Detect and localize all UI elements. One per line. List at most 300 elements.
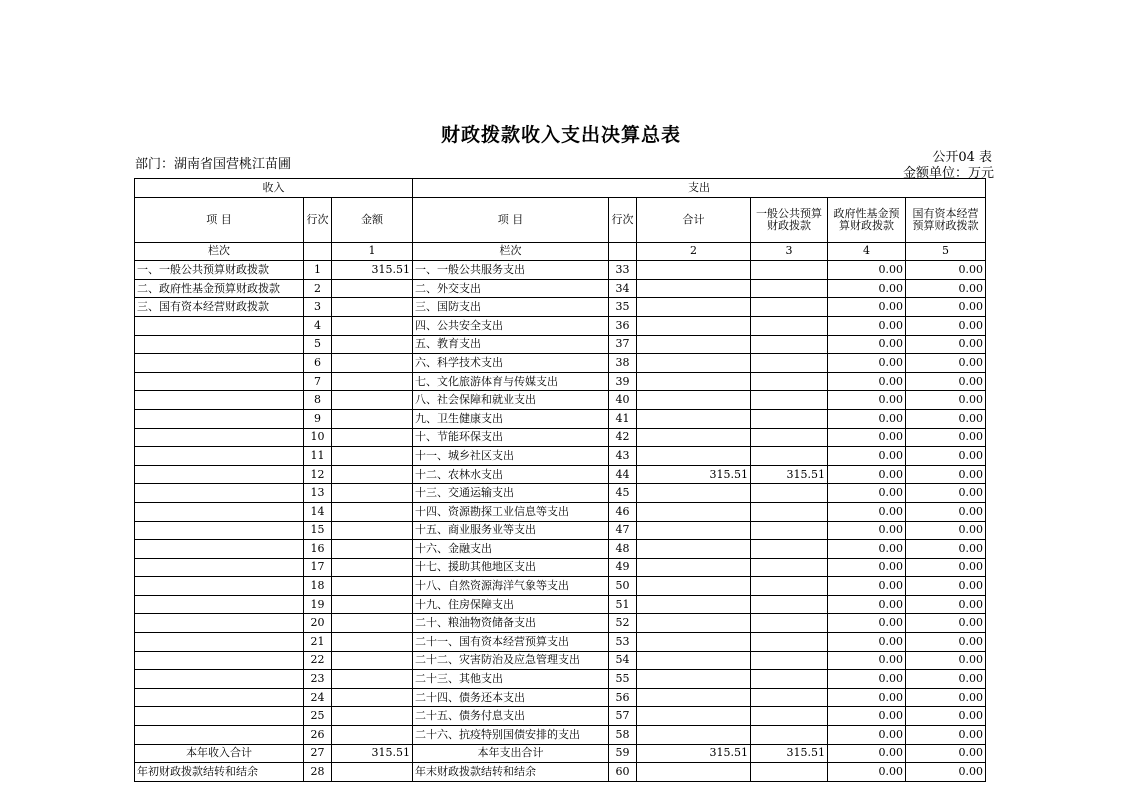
income-amount: 315.51 [332, 744, 413, 763]
expense-row-no: 58 [609, 726, 637, 745]
income-item: 年初财政拨款结转和结余 [135, 763, 304, 782]
income-amount [332, 484, 413, 503]
general-budget-amount [751, 763, 828, 782]
expense-item: 五、教育支出 [413, 335, 609, 354]
gov-fund-amount: 0.00 [828, 726, 906, 745]
income-item [135, 465, 304, 484]
income-row-no: 9 [304, 409, 332, 428]
gov-fund-amount: 0.00 [828, 670, 906, 689]
income-item: 三、国有资本经营财政拨款 [135, 298, 304, 317]
income-item: 本年收入合计 [135, 744, 304, 763]
table-row [135, 595, 986, 614]
state-capital-amount: 0.00 [906, 633, 986, 652]
expense-total [637, 261, 751, 280]
expense-item: 七、文化旅游体育与传媒支出 [413, 372, 609, 391]
general-budget-amount [751, 540, 828, 559]
income-row-no: 7 [304, 372, 332, 391]
income-amount [332, 279, 413, 298]
expense-total [637, 726, 751, 745]
gov-fund-amount: 0.00 [828, 688, 906, 707]
income-row-no: 24 [304, 688, 332, 707]
expense-header: 支出 [413, 179, 986, 198]
gov-fund-amount: 0.00 [828, 521, 906, 540]
income-amount [332, 688, 413, 707]
expense-total [637, 354, 751, 373]
state-capital-amount: 0.00 [906, 298, 986, 317]
gov-fund-amount: 0.00 [828, 744, 906, 763]
general-budget-amount [751, 335, 828, 354]
general-budget-amount [751, 298, 828, 317]
expense-total [637, 502, 751, 521]
income-item [135, 670, 304, 689]
general-budget-header: 一般公共预算财政拨款 [751, 197, 828, 242]
gov-fund-amount: 0.00 [828, 279, 906, 298]
table-row [135, 763, 986, 782]
gov-fund-amount: 0.00 [828, 502, 906, 521]
state-capital-amount: 0.00 [906, 372, 986, 391]
expense-total [637, 279, 751, 298]
expense-rowno-header: 行次 [609, 197, 637, 242]
income-item [135, 521, 304, 540]
expense-total [637, 633, 751, 652]
total-header: 合计 [637, 197, 751, 242]
table-row [135, 521, 986, 540]
state-capital-amount: 0.00 [906, 614, 986, 633]
expense-row-no: 38 [609, 354, 637, 373]
income-amount: 315.51 [332, 261, 413, 280]
income-amount [332, 391, 413, 410]
expense-item: 二十一、国有资本经营预算支出 [413, 633, 609, 652]
expense-row-no: 43 [609, 447, 637, 466]
expense-total [637, 577, 751, 596]
income-item [135, 335, 304, 354]
expense-total: 315.51 [637, 744, 751, 763]
expense-item: 十二、农林水支出 [413, 465, 609, 484]
expense-total [637, 595, 751, 614]
state-capital-amount: 0.00 [906, 279, 986, 298]
income-amount [332, 447, 413, 466]
income-item [135, 428, 304, 447]
gov-fund-amount: 0.00 [828, 595, 906, 614]
table-row [135, 670, 986, 689]
income-header: 收入 [135, 179, 413, 198]
expense-total: 315.51 [637, 465, 751, 484]
income-amount [332, 633, 413, 652]
expense-row-no: 56 [609, 688, 637, 707]
expense-total [637, 614, 751, 633]
income-row-no: 22 [304, 651, 332, 670]
expense-row-no: 36 [609, 316, 637, 335]
table-row [135, 409, 986, 428]
expense-item: 二十五、债务付息支出 [413, 707, 609, 726]
expense-total [637, 391, 751, 410]
income-row-no: 12 [304, 465, 332, 484]
expense-row-no: 54 [609, 651, 637, 670]
expense-item: 二、外交支出 [413, 279, 609, 298]
state-capital-amount: 0.00 [906, 316, 986, 335]
general-budget-amount [751, 558, 828, 577]
general-budget-amount [751, 707, 828, 726]
general-budget-amount [751, 316, 828, 335]
state-capital-amount: 0.00 [906, 540, 986, 559]
expense-item: 十七、援助其他地区支出 [413, 558, 609, 577]
expense-item-header: 项 目 [413, 197, 609, 242]
income-row-no: 23 [304, 670, 332, 689]
expense-item: 八、社会保障和就业支出 [413, 391, 609, 410]
expense-total [637, 298, 751, 317]
expense-total [637, 521, 751, 540]
expense-row-no: 51 [609, 595, 637, 614]
income-row-no: 15 [304, 521, 332, 540]
expense-row-no: 55 [609, 670, 637, 689]
income-item [135, 595, 304, 614]
state-capital-amount: 0.00 [906, 651, 986, 670]
income-amount [332, 316, 413, 335]
general-budget-amount [751, 279, 828, 298]
general-budget-amount [751, 409, 828, 428]
table-row [135, 391, 986, 410]
income-item [135, 354, 304, 373]
income-amount [332, 707, 413, 726]
income-rowno-header: 行次 [304, 197, 332, 242]
table-row [135, 502, 986, 521]
income-item [135, 447, 304, 466]
expense-row-no: 41 [609, 409, 637, 428]
state-capital-amount: 0.00 [906, 391, 986, 410]
table-row [135, 577, 986, 596]
expense-total [637, 558, 751, 577]
gov-fund-amount: 0.00 [828, 558, 906, 577]
expense-total [637, 540, 751, 559]
state-capital-header: 国有资本经营预算财政拨款 [906, 197, 986, 242]
income-amount [332, 428, 413, 447]
income-item [135, 484, 304, 503]
income-row-no: 2 [304, 279, 332, 298]
income-row-no: 8 [304, 391, 332, 410]
table-row [135, 316, 986, 335]
state-capital-amount: 0.00 [906, 577, 986, 596]
gov-fund-amount: 0.00 [828, 484, 906, 503]
expense-row-no: 40 [609, 391, 637, 410]
table-row [135, 540, 986, 559]
expense-item: 十四、资源勘探工业信息等支出 [413, 502, 609, 521]
income-amount [332, 502, 413, 521]
table-row [135, 372, 986, 391]
expense-row-no: 34 [609, 279, 637, 298]
income-item [135, 409, 304, 428]
expense-item: 十、节能环保支出 [413, 428, 609, 447]
income-amount [332, 540, 413, 559]
income-amount [332, 651, 413, 670]
expense-row-no: 47 [609, 521, 637, 540]
general-budget-amount [751, 354, 828, 373]
income-amount [332, 670, 413, 689]
expense-row-no: 49 [609, 558, 637, 577]
income-row-no: 11 [304, 447, 332, 466]
expense-row-no: 39 [609, 372, 637, 391]
table-row [135, 726, 986, 745]
income-item [135, 577, 304, 596]
income-item [135, 502, 304, 521]
general-budget-amount [751, 521, 828, 540]
state-capital-amount: 0.00 [906, 521, 986, 540]
form-number: 公开04 表 [932, 150, 992, 165]
table-row [135, 335, 986, 354]
gov-fund-amount: 0.00 [828, 763, 906, 782]
income-row-no: 6 [304, 354, 332, 373]
col-1-index: 1 [332, 242, 413, 261]
expense-row-no: 48 [609, 540, 637, 559]
gov-fund-amount: 0.00 [828, 540, 906, 559]
income-row-no: 17 [304, 558, 332, 577]
expense-total [637, 670, 751, 689]
column-index-row [135, 242, 986, 261]
state-capital-amount: 0.00 [906, 688, 986, 707]
general-budget-amount [751, 670, 828, 689]
col-4-index: 4 [828, 242, 906, 261]
table-row [135, 428, 986, 447]
state-capital-amount: 0.00 [906, 595, 986, 614]
state-capital-amount: 0.00 [906, 484, 986, 503]
general-budget-amount [751, 372, 828, 391]
gov-fund-amount: 0.00 [828, 409, 906, 428]
income-item-header: 项 目 [135, 197, 304, 242]
expense-item: 十五、商业服务业等支出 [413, 521, 609, 540]
income-item: 二、政府性基金预算财政拨款 [135, 279, 304, 298]
expense-item: 四、公共安全支出 [413, 316, 609, 335]
table-row [135, 298, 986, 317]
gov-fund-amount: 0.00 [828, 465, 906, 484]
expense-item: 二十六、抗疫特别国债安排的支出 [413, 726, 609, 745]
department-label: 部门：湖南省国营桃江苗圃 [135, 157, 292, 172]
table-row [135, 465, 986, 484]
income-row-no: 16 [304, 540, 332, 559]
table-row [135, 279, 986, 298]
expense-row-no: 52 [609, 614, 637, 633]
expense-item: 十六、金融支出 [413, 540, 609, 559]
state-capital-amount: 0.00 [906, 763, 986, 782]
income-row-no: 26 [304, 726, 332, 745]
state-capital-amount: 0.00 [906, 726, 986, 745]
expense-total [637, 316, 751, 335]
expense-item: 十三、交通运输支出 [413, 484, 609, 503]
expense-item: 年末财政拨款结转和结余 [413, 763, 609, 782]
income-row-no: 27 [304, 744, 332, 763]
expense-row-no: 50 [609, 577, 637, 596]
income-amount [332, 577, 413, 596]
header-row-2 [135, 197, 986, 242]
state-capital-amount: 0.00 [906, 744, 986, 763]
general-budget-amount [751, 391, 828, 410]
income-row-no: 20 [304, 614, 332, 633]
table-row [135, 633, 986, 652]
expense-row-no: 57 [609, 707, 637, 726]
income-item [135, 372, 304, 391]
expense-item: 十八、自然资源海洋气象等支出 [413, 577, 609, 596]
general-budget-amount [751, 261, 828, 280]
expense-item: 十一、城乡社区支出 [413, 447, 609, 466]
page-title: 财政拨款收入支出决算总表 [440, 124, 681, 146]
expense-item: 二十三、其他支出 [413, 670, 609, 689]
income-amount [332, 409, 413, 428]
income-row-no: 4 [304, 316, 332, 335]
gov-fund-amount: 0.00 [828, 335, 906, 354]
state-capital-amount: 0.00 [906, 670, 986, 689]
expense-total [637, 372, 751, 391]
table-row [135, 447, 986, 466]
expense-item: 三、国防支出 [413, 298, 609, 317]
income-amount [332, 372, 413, 391]
expense-row-no: 37 [609, 335, 637, 354]
unit-label: 金额单位：万元 [902, 166, 994, 181]
expense-item: 二十、粮油物资储备支出 [413, 614, 609, 633]
state-capital-amount: 0.00 [906, 335, 986, 354]
header-row-1 [135, 179, 986, 198]
income-amount [332, 595, 413, 614]
expense-row-no: 44 [609, 465, 637, 484]
expense-row-no: 60 [609, 763, 637, 782]
table-row [135, 484, 986, 503]
income-amount [332, 335, 413, 354]
table-row [135, 744, 986, 763]
state-capital-amount: 0.00 [906, 707, 986, 726]
state-capital-amount: 0.00 [906, 558, 986, 577]
state-capital-amount: 0.00 [906, 465, 986, 484]
income-amount [332, 614, 413, 633]
expense-row-no: 53 [609, 633, 637, 652]
expense-item: 本年支出合计 [413, 744, 609, 763]
income-row-no: 28 [304, 763, 332, 782]
expense-row-no: 45 [609, 484, 637, 503]
budget-summary-table [134, 178, 986, 782]
expense-item: 二十二、灾害防治及应急管理支出 [413, 651, 609, 670]
table-row [135, 614, 986, 633]
gov-fund-amount: 0.00 [828, 707, 906, 726]
gov-fund-header: 政府性基金预算财政拨款 [828, 197, 906, 242]
expense-total [637, 707, 751, 726]
general-budget-amount [751, 484, 828, 503]
income-amount [332, 354, 413, 373]
col-3-index: 3 [751, 242, 828, 261]
income-item [135, 651, 304, 670]
table-row [135, 354, 986, 373]
expense-total [637, 409, 751, 428]
state-capital-amount: 0.00 [906, 354, 986, 373]
general-budget-amount [751, 688, 828, 707]
income-amount [332, 298, 413, 317]
state-capital-amount: 0.00 [906, 409, 986, 428]
general-budget-amount [751, 502, 828, 521]
gov-fund-amount: 0.00 [828, 261, 906, 280]
expense-row-no: 42 [609, 428, 637, 447]
general-budget-amount [751, 726, 828, 745]
expense-total [637, 335, 751, 354]
expense-item: 六、科学技术支出 [413, 354, 609, 373]
general-budget-amount: 315.51 [751, 744, 828, 763]
expense-item: 一、一般公共服务支出 [413, 261, 609, 280]
income-amount [332, 465, 413, 484]
table-row [135, 688, 986, 707]
income-row-no: 5 [304, 335, 332, 354]
general-budget-amount [751, 595, 828, 614]
income-amount [332, 763, 413, 782]
expense-item: 十九、住房保障支出 [413, 595, 609, 614]
gov-fund-amount: 0.00 [828, 447, 906, 466]
gov-fund-amount: 0.00 [828, 651, 906, 670]
expense-total [637, 428, 751, 447]
expense-row-no: 33 [609, 261, 637, 280]
income-row-no: 3 [304, 298, 332, 317]
income-amount [332, 726, 413, 745]
gov-fund-amount: 0.00 [828, 372, 906, 391]
table-row [135, 261, 986, 280]
income-column-label: 栏次 [135, 242, 304, 261]
general-budget-amount [751, 577, 828, 596]
general-budget-amount [751, 447, 828, 466]
state-capital-amount: 0.00 [906, 261, 986, 280]
general-budget-amount [751, 651, 828, 670]
gov-fund-amount: 0.00 [828, 428, 906, 447]
expense-total [637, 651, 751, 670]
expense-column-label: 栏次 [413, 242, 609, 261]
expense-item: 二十四、债务还本支出 [413, 688, 609, 707]
income-amount [332, 521, 413, 540]
expense-row-no: 46 [609, 502, 637, 521]
income-row-no: 25 [304, 707, 332, 726]
gov-fund-amount: 0.00 [828, 614, 906, 633]
state-capital-amount: 0.00 [906, 447, 986, 466]
col-5-index: 5 [906, 242, 986, 261]
income-item [135, 633, 304, 652]
income-row-no: 14 [304, 502, 332, 521]
income-item [135, 614, 304, 633]
general-budget-amount: 315.51 [751, 465, 828, 484]
table-row [135, 558, 986, 577]
income-amount [332, 558, 413, 577]
general-budget-amount [751, 614, 828, 633]
income-item [135, 540, 304, 559]
income-amount-header: 金额 [332, 197, 413, 242]
income-item [135, 726, 304, 745]
income-item [135, 316, 304, 335]
state-capital-amount: 0.00 [906, 428, 986, 447]
gov-fund-amount: 0.00 [828, 316, 906, 335]
gov-fund-amount: 0.00 [828, 391, 906, 410]
expense-row-no: 35 [609, 298, 637, 317]
expense-total [637, 484, 751, 503]
expense-total [637, 447, 751, 466]
income-row-no: 1 [304, 261, 332, 280]
general-budget-amount [751, 428, 828, 447]
expense-total [637, 763, 751, 782]
gov-fund-amount: 0.00 [828, 298, 906, 317]
income-item [135, 391, 304, 410]
income-row-no: 19 [304, 595, 332, 614]
income-row-no: 18 [304, 577, 332, 596]
general-budget-amount [751, 633, 828, 652]
income-row-no: 21 [304, 633, 332, 652]
table-row [135, 651, 986, 670]
income-row-no: 10 [304, 428, 332, 447]
income-item [135, 558, 304, 577]
expense-item: 九、卫生健康支出 [413, 409, 609, 428]
gov-fund-amount: 0.00 [828, 577, 906, 596]
expense-row-no: 59 [609, 744, 637, 763]
income-item: 一、一般公共预算财政拨款 [135, 261, 304, 280]
gov-fund-amount: 0.00 [828, 633, 906, 652]
expense-total [637, 688, 751, 707]
income-item [135, 707, 304, 726]
